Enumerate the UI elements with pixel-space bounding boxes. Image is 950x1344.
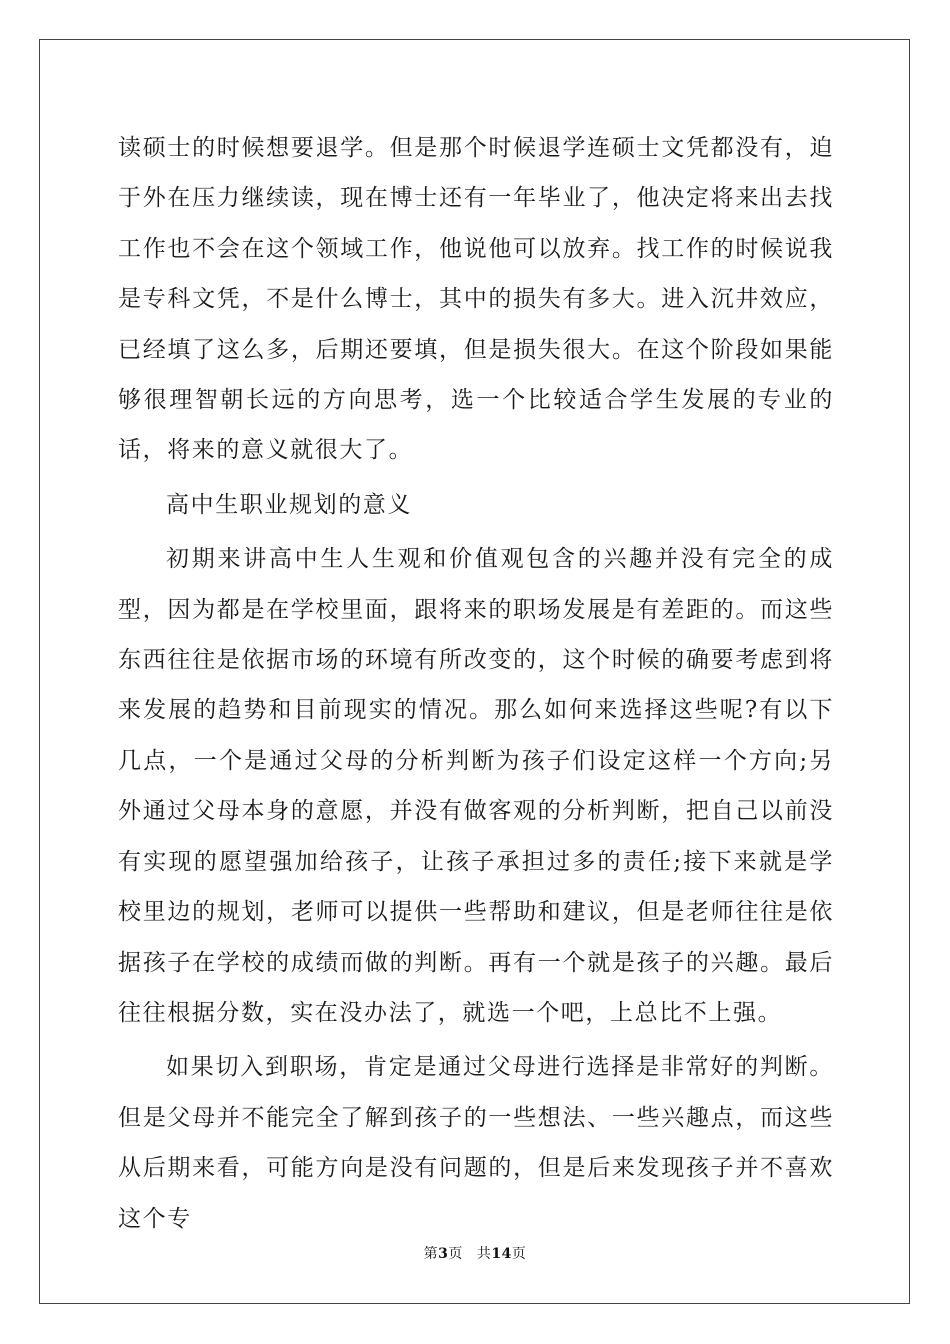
- total-prefix: 共: [476, 1246, 492, 1262]
- page-suffix: 页: [448, 1246, 463, 1262]
- page-number: 3: [438, 1246, 449, 1262]
- page-prefix: 第: [423, 1246, 439, 1262]
- section-heading: 高中生职业规划的意义: [166, 491, 412, 518]
- page-footer: [0, 1243, 950, 1263]
- total-pages: 14: [491, 1246, 512, 1262]
- total-suffix: 页: [511, 1246, 527, 1262]
- paragraph-1: 读硕士的时候想要退学。但是那个时候退学连硕士文凭都没有，迫于外在压力继续读，现在博士还有一年毕业了，他决定将来出去找工作也不会在这个领域工作，他说他可以放弃。找工作的时候说我是专科文凭，不是什么博士，其中的损失有多大。进入沉井效应，已经填了这么多，后期还要填，但是损失很大。在这个阶段如果能够很理智朝长远的方向思考，选一个比较适合学生发展的专业的话，将来的意义就很大了。: [118, 135, 834, 464]
- paragraph-3: 如果切入到职场，肯定是通过父母进行选择是非常好的判断。但是父母并不能完全了解到孩子的一些想法、一些兴趣点，而这些从后期来看，可能方向是没有问题的，但是后来发现孩子并不喜欢这个专: [118, 1054, 834, 1232]
- document-body: [118, 123, 834, 1244]
- paragraph-2: 初期来讲高中生人生观和价值观包含的兴趣并没有完全的成型，因为都是在学校里面，跟将来的职场发展是有差距的。而这些东西往往是依据市场的环境有所改变的，这个时候的确要考虑到将来发展的趋势和目前现实的情况。那么如何来选择这些呢?有以下几点，一个是通过父母的分析判断为孩子们设定这样一个方向;另外通过父母本身的意愿，并没有做客观的分析判断，把自己以前没有实现的愿望强加给孩子，让孩子承担过多的责任;接下来就是学校里边的规划，老师可以提供一些帮助和建议，但是老师往往是依据孩子在学校的成绩而做的判断。再有一个就是孩子的兴趣。最后往往根据分数，实在没办法了，就选一个吧，上总比不上强。: [118, 546, 834, 1026]
